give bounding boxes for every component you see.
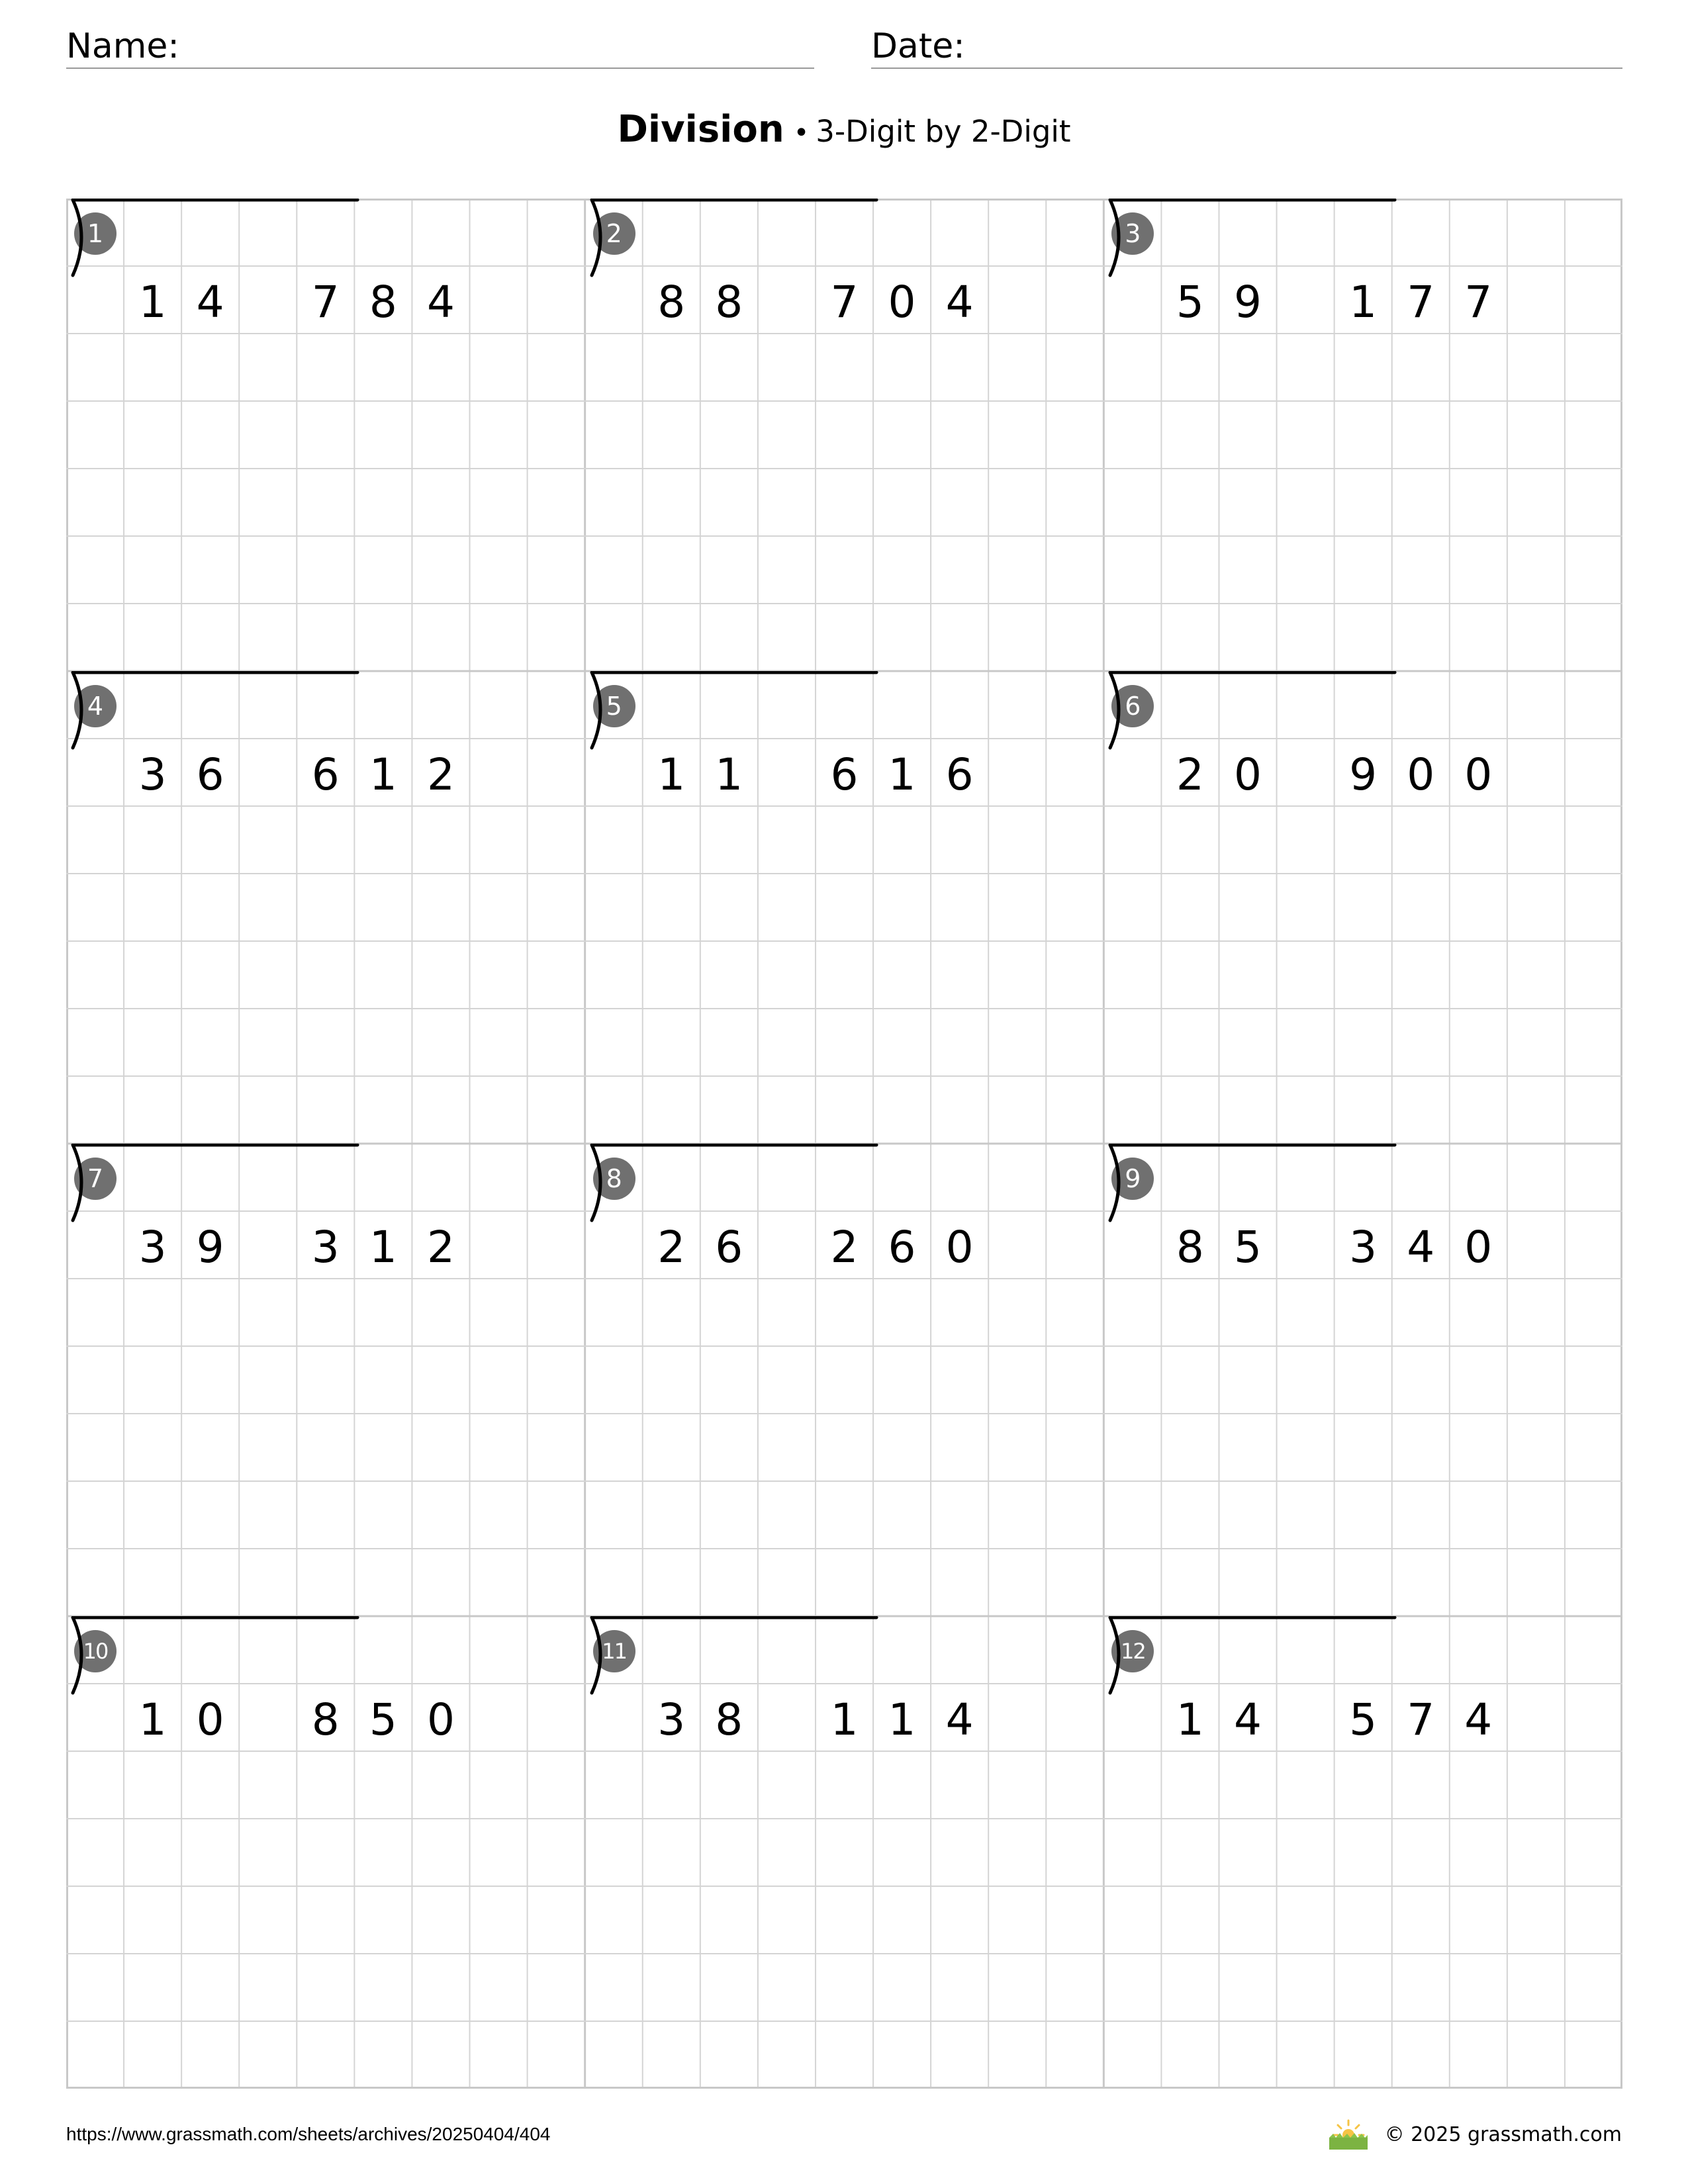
long-division-bracket <box>1103 1144 1415 1223</box>
dividend-digit: 1 <box>369 1222 397 1273</box>
divisor-digit: 1 <box>138 1694 167 1745</box>
long-division-bracket <box>585 1616 896 1696</box>
problem-number-badge: 7 <box>74 1158 117 1200</box>
dividend-digit: 8 <box>311 1694 340 1745</box>
divisor-digit: 8 <box>1176 1222 1204 1273</box>
long-division-bracket <box>585 199 896 278</box>
divisor-digit: 0 <box>196 1694 224 1745</box>
dividend-digit: 6 <box>888 1222 916 1273</box>
dividend-digit: 4 <box>426 277 455 328</box>
grass-sun-logo-icon <box>1327 2118 1370 2151</box>
problem-grid <box>66 199 1622 2089</box>
divisor-digit: 9 <box>1233 277 1262 328</box>
long-division-bracket <box>66 199 377 278</box>
divisor-digit: 5 <box>1176 277 1204 328</box>
problem-number-badge: 8 <box>593 1158 635 1200</box>
dividend-digit: 0 <box>1464 749 1493 800</box>
dividend-digit: 4 <box>1464 1694 1493 1745</box>
title-main: Division <box>617 108 784 151</box>
division-problem <box>66 199 585 671</box>
long-division-bracket <box>66 1144 377 1223</box>
dividend-digit: 6 <box>311 749 340 800</box>
worksheet-title <box>0 106 1688 162</box>
dividend-digit: 4 <box>945 1694 974 1745</box>
copyright-text: © 2025 grassmath.com <box>1384 2122 1622 2146</box>
problem-number-badge: 10 <box>74 1630 117 1672</box>
division-problem <box>585 199 1104 671</box>
dividend-digit: 8 <box>369 277 397 328</box>
dividend-digit: 6 <box>945 749 974 800</box>
divisor-digit: 3 <box>138 1222 167 1273</box>
long-division-bracket <box>66 671 377 751</box>
dividend-digit: 1 <box>369 749 397 800</box>
dividend-digit: 7 <box>1464 277 1493 328</box>
dividend-digit: 0 <box>1464 1222 1493 1273</box>
division-problem <box>66 1616 585 2089</box>
divisor-digit: 1 <box>1176 1694 1204 1745</box>
divisor-digit: 8 <box>715 1694 743 1745</box>
problem-number-badge: 2 <box>593 212 635 255</box>
dividend-digit: 7 <box>311 277 340 328</box>
divisor-digit: 3 <box>657 1694 686 1745</box>
dividend-digit: 0 <box>426 1694 455 1745</box>
long-division-bracket <box>1103 1616 1415 1696</box>
divisor-digit: 5 <box>1233 1222 1262 1273</box>
date-line[interactable] <box>871 68 1622 69</box>
dividend-digit: 2 <box>830 1222 859 1273</box>
division-problem <box>1103 1616 1622 2089</box>
division-problem <box>1103 1144 1622 1616</box>
division-problem <box>585 1616 1104 2089</box>
divisor-digit: 3 <box>138 749 167 800</box>
dividend-digit: 5 <box>369 1694 397 1745</box>
problem-number-badge: 12 <box>1111 1630 1154 1672</box>
divisor-digit: 9 <box>196 1222 224 1273</box>
division-problem <box>1103 671 1622 1144</box>
date-label: Date: <box>871 26 965 66</box>
dividend-digit: 3 <box>1349 1222 1378 1273</box>
dividend-digit: 9 <box>1349 749 1378 800</box>
dividend-digit: 7 <box>1407 277 1435 328</box>
divisor-digit: 6 <box>715 1222 743 1273</box>
division-problem <box>585 1144 1104 1616</box>
division-problem <box>66 671 585 1144</box>
dividend-digit: 1 <box>830 1694 859 1745</box>
name-label: Name: <box>66 26 179 66</box>
footer-url: https://www.grassmath.com/sheets/archives/20250404/404 <box>66 2124 551 2144</box>
problem-number-badge: 4 <box>74 685 117 727</box>
division-problem <box>585 671 1104 1144</box>
divisor-digit: 0 <box>1233 749 1262 800</box>
dividend-digit: 0 <box>945 1222 974 1273</box>
dividend-digit: 2 <box>426 749 455 800</box>
dividend-digit: 1 <box>1349 277 1378 328</box>
divisor-digit: 4 <box>196 277 224 328</box>
long-division-bracket <box>1103 671 1415 751</box>
title-separator: • <box>793 118 810 148</box>
division-problem <box>66 1144 585 1616</box>
problem-number-badge: 3 <box>1111 212 1154 255</box>
dividend-digit: 3 <box>311 1222 340 1273</box>
dividend-digit: 4 <box>1407 1222 1435 1273</box>
divisor-digit: 1 <box>715 749 743 800</box>
dividend-digit: 7 <box>1407 1694 1435 1745</box>
dividend-digit: 7 <box>830 277 859 328</box>
divisor-digit: 2 <box>657 1222 686 1273</box>
divisor-digit: 8 <box>657 277 686 328</box>
long-division-bracket <box>585 671 896 751</box>
long-division-bracket <box>1103 199 1415 278</box>
title-subtitle: 3-Digit by 2-Digit <box>816 114 1071 149</box>
divisor-digit: 6 <box>196 749 224 800</box>
divisor-digit: 1 <box>138 277 167 328</box>
divisor-digit: 2 <box>1176 749 1204 800</box>
divisor-digit: 8 <box>715 277 743 328</box>
name-line[interactable] <box>66 68 814 69</box>
divisor-digit: 1 <box>657 749 686 800</box>
dividend-digit: 4 <box>945 277 974 328</box>
dividend-digit: 2 <box>426 1222 455 1273</box>
dividend-digit: 1 <box>888 1694 916 1745</box>
problem-number-badge: 9 <box>1111 1158 1154 1200</box>
problem-number-badge: 6 <box>1111 685 1154 727</box>
dividend-digit: 1 <box>888 749 916 800</box>
dividend-digit: 0 <box>1407 749 1435 800</box>
long-division-bracket <box>585 1144 896 1223</box>
dividend-digit: 5 <box>1349 1694 1378 1745</box>
division-problem <box>1103 199 1622 671</box>
problem-number-badge: 5 <box>593 685 635 727</box>
problem-number-badge: 1 <box>74 212 117 255</box>
problem-number-badge: 11 <box>593 1630 635 1672</box>
divisor-digit: 4 <box>1233 1694 1262 1745</box>
dividend-digit: 6 <box>830 749 859 800</box>
long-division-bracket <box>66 1616 377 1696</box>
footer-right <box>1327 2118 1622 2151</box>
dividend-digit: 0 <box>888 277 916 328</box>
